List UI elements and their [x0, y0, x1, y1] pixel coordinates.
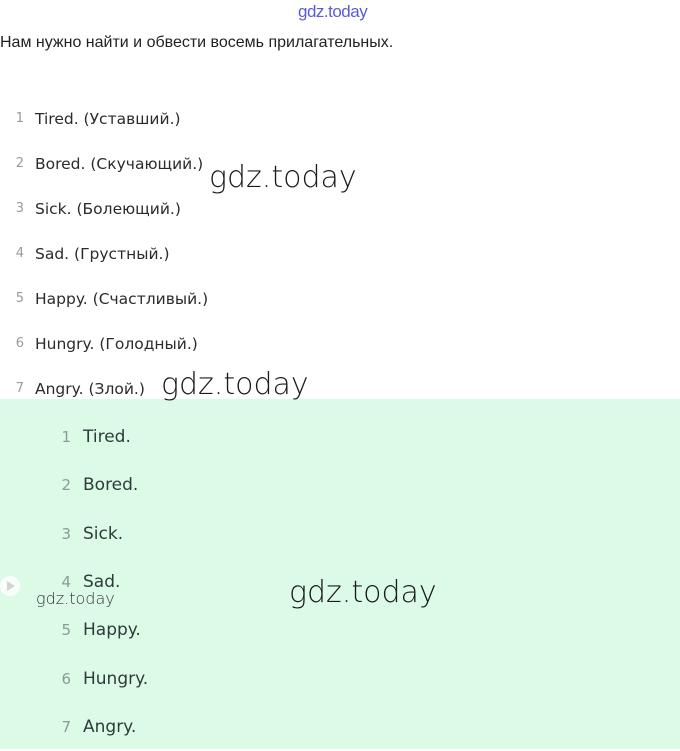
item-text: Sad. [83, 572, 121, 593]
play-icon[interactable] [0, 576, 20, 596]
item-text: Sick. [83, 523, 124, 544]
task-instruction: Нам нужно найти и обвести восемь прилагательных. [0, 34, 394, 51]
list-item [0, 186, 208, 231]
item-text: Happy. (Счастливый.) [35, 289, 209, 308]
list-item [0, 141, 208, 186]
item-number: 1 [15, 111, 24, 126]
item-text: Sick. (Болеющий.) [35, 199, 181, 218]
item-number: 3 [61, 524, 71, 543]
item-number: 2 [61, 476, 71, 495]
watermark: gdz.today [161, 367, 309, 402]
item-text: Hungry. (Голодный.) [35, 334, 198, 353]
item-number: 6 [15, 336, 24, 351]
item-number: 4 [61, 573, 71, 592]
item-text: Bored. [83, 475, 139, 496]
item-text: Angry. (Злой.) [35, 379, 145, 398]
item-number: 2 [15, 156, 24, 171]
item-number: 6 [61, 669, 71, 688]
item-text: Tired. [83, 427, 131, 448]
item-text: Angry. [83, 716, 137, 737]
item-number: 1 [61, 428, 71, 447]
list-item [0, 654, 148, 702]
list-item [0, 461, 148, 509]
list-item [0, 413, 148, 461]
item-text: Sad. (Грустный.) [35, 244, 170, 263]
watermark: gdz.today [209, 160, 357, 195]
list-item [0, 606, 148, 654]
list-item [0, 276, 208, 321]
item-text: Tired. (Уставший.) [35, 109, 181, 128]
list-item [0, 231, 208, 276]
item-text: Hungry. [83, 668, 149, 689]
watermark-top: gdz.today [298, 2, 368, 21]
item-number: 7 [61, 717, 71, 736]
item-number: 7 [15, 381, 24, 396]
watermark: gdz.today [289, 575, 437, 610]
answer-list [0, 413, 148, 751]
list-item [0, 96, 208, 141]
item-number: 3 [15, 201, 24, 216]
list-item [0, 321, 208, 366]
item-text: Happy. [83, 620, 141, 641]
list-item [0, 703, 148, 751]
item-number: 4 [15, 246, 24, 261]
item-number: 5 [15, 291, 24, 306]
list-item [0, 510, 148, 558]
item-number: 5 [61, 621, 71, 640]
translation-list [0, 96, 208, 411]
watermark: gdz.today [36, 589, 115, 608]
item-text: Bored. (Скучающий.) [35, 154, 204, 173]
